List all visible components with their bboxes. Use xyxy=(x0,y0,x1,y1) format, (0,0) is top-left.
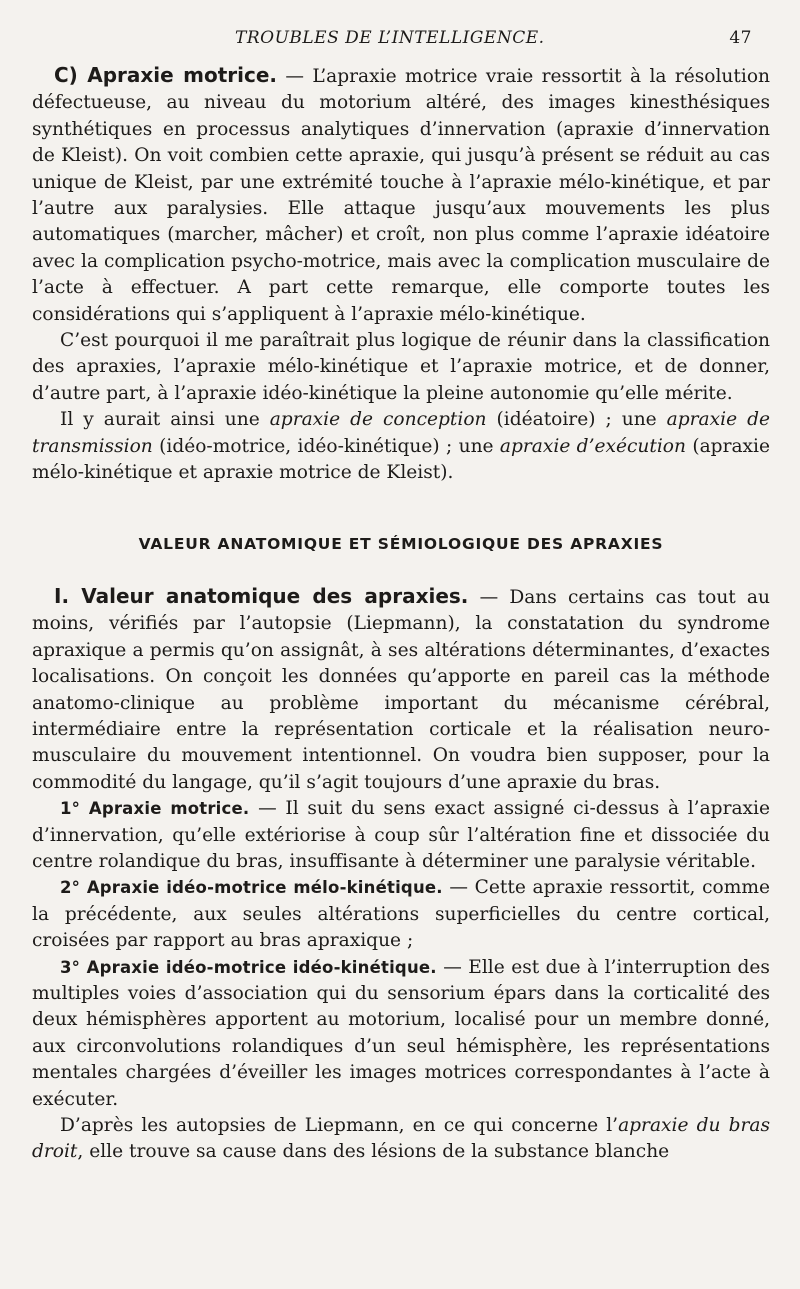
run-in-heading: I. Valeur anatomique des apraxies. xyxy=(54,583,469,608)
paragraph-text: — Il suit du sens exact assigné ci-dessus à l’apraxie d’innervation, qu’elle extériorise à coup sûr l’altération fine et dissociée du centre rolandique du bras, insuffisante à déterminer une paralysie véritable. xyxy=(32,798,770,872)
paragraph-text: (apraxie mélo-kinétique et apraxie motrice de Kleist). xyxy=(32,435,770,484)
run-in-heading: 3° Apraxie idéo-motrice idéo-kinétique. xyxy=(60,957,437,977)
paragraph-apraxia-types xyxy=(32,407,770,486)
paragraph-text: — L’apraxie motrice vraie ressortit à la résolution défectueuse, au niveau du motorium altéré, des images kinesthésiques synthétiques en processus analytiques d’innervation (apraxie d’innervation de Kleist). On voit combien cette apraxie, qui jusqu’à présent se réduit au cas unique de Kleist, par une extrémité touche à l’apraxie mélo-kinétique, et par l’autre aux paralysies. Elle attaque jusqu’aux mouvements les plus automatiques (marcher, mâcher) et croît, non plus comme l’apraxie idéatoire avec la complication psycho-motrice, mais avec la complication musculaire de l’acte à effectuer. A part cette remarque, elle comporte toutes les considérations qui s’appliquent à l’apraxie mélo-kinétique. xyxy=(32,66,770,325)
emphasis-text: apraxie d’exécution xyxy=(499,435,686,457)
run-in-heading: 1° Apraxie motrice. xyxy=(60,799,250,819)
paragraph-text: — Cette apraxie ressortit, comme la précédente, aux seules altérations superficielles du centre cortical, croisées par rapport au bras apraxique ; xyxy=(32,877,770,952)
running-head xyxy=(0,28,800,52)
page-number: 47 xyxy=(729,28,752,48)
paragraph-liepmann xyxy=(32,1113,770,1166)
body-text xyxy=(32,62,770,1166)
paragraph-classification xyxy=(32,328,770,407)
paragraph-text: , elle trouve sa cause dans des lésions de la substance blanche xyxy=(77,1141,670,1163)
emphasis-text: apraxie de conception xyxy=(269,409,487,431)
paragraph-text: (idéo-motrice, idéo-kinétique) ; une xyxy=(152,435,500,457)
paragraph-text: — Elle est due à l’interruption des multiples voies d’association qui du sensorium épars dans la corticalité des deux hémisphères apportent au motorium, localisé pour un membre donné, aux circonvolutions rolandiques d’un seul hémisphère, les représentations mentales chargées d’éveiller les images motrices correspondantes à l’acte à exécuter. xyxy=(32,956,770,1110)
run-in-heading: 2° Apraxie idéo-motrice mélo-kinétique. xyxy=(60,878,443,898)
running-head-title: TROUBLES DE L’INTELLIGENCE. xyxy=(235,28,545,48)
paragraph-text: Il y aurait ainsi une xyxy=(60,409,270,431)
emphasis-text: apraxie de transmission xyxy=(32,409,770,457)
paragraph-melo-kinetique-item xyxy=(32,875,770,954)
paragraph-text: — Dans certains cas tout au moins, vérifiés par l’autopsie (Liepmann), la constatation du syndrome apraxique a permis qu’on assignât, à ses altérations déterminantes, d’exactes localisations. On conçoit les données qu’apporte en pareil cas la méthode anatomo-clinique au problème important du mécanisme cérébral, intermédiaire entre la représentation corticale et la réalisation neuro-musculaire du mouvement intentionnel. On voudra bien supposer, pour la commodité du langage, qu’il s’agit toujours d’une apraxie du bras. xyxy=(32,586,770,793)
paragraph-ideo-kinetique-item xyxy=(32,955,770,1113)
paragraph-apraxie-motrice xyxy=(32,62,770,328)
paragraph-valeur-anatomique xyxy=(32,583,770,796)
emphasis-text: apraxie du bras droit xyxy=(32,1115,770,1163)
paragraph-text: D’après les autopsies de Liepmann, en ce qui concerne l’ xyxy=(60,1115,619,1137)
paragraph-apraxie-motrice-item xyxy=(32,796,770,875)
paragraph-text: C’est pourquoi il me paraîtrait plus logique de réunir dans la classification des apraxies, l’apraxie mélo-kinétique et l’apraxie motrice, et de donner, d’autre part, à l’apraxie idéo-kinétique la pleine autonomie qu’elle mérite. xyxy=(32,330,770,404)
paragraph-text: (idéatoire) ; une xyxy=(486,409,667,431)
run-in-heading: C) Apraxie motrice. xyxy=(54,63,278,87)
section-heading: VALEUR ANATOMIQUE ET SÉMIOLOGIQUE DES APRAXIES xyxy=(138,534,664,553)
